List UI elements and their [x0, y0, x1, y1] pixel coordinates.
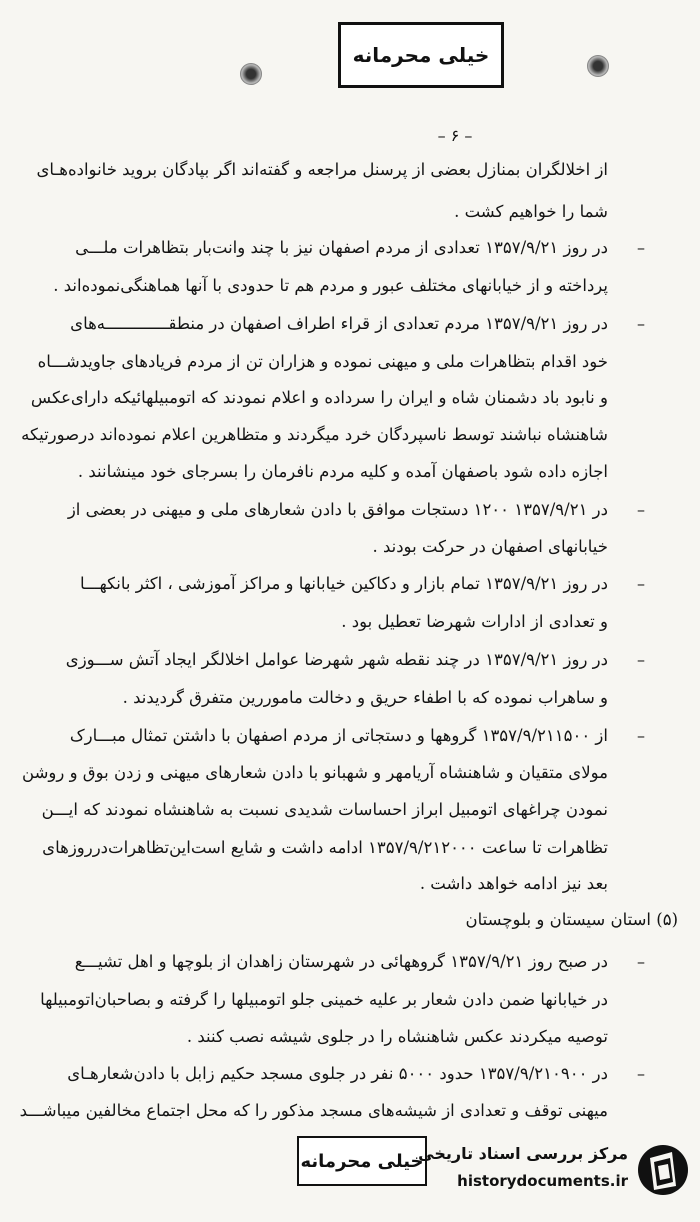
text-line: پرداخته و از خیابانهای مختلف عبور و مردم هم تا حدودی با آنها هماهنگی‌نموده‌اند .	[53, 276, 608, 295]
text-line: در روز ۱۳۵۷/۹/۲۱ تعدادی از مردم اصفهان نیز با چند وانت‌بار بتظاهرات ملـــی	[75, 238, 608, 257]
archive-name: مرکز بررسی اسناد تاریخی	[418, 1144, 628, 1163]
text-line: بعد نیز ادامه خواهد داشت .	[419, 874, 608, 893]
text-line: شاهنشاه نباشند توسط ناسپردگان خرد میگردند و متظاهرین اعلام نموده‌اند درصورتیکه	[21, 425, 608, 444]
stamp-text: خیلی محرمانه	[352, 43, 490, 67]
classification-stamp-bottom	[297, 1136, 427, 1186]
text-line: خود اقدام بتظاهرات ملی و میهنی نموده و هزاران تن از مردم فریادهای جاویدشـــاه	[37, 352, 608, 371]
text-line: در صبح روز ۱۳۵۷/۹/۲۱ گروههائی در شهرستان زاهدان از بلوچها و اهل تشیـــع	[74, 952, 608, 971]
text-line: نمودن چراغهای اتومبیل ابراز احساسات شدیدی نسبت به شاهنشاه نمودند که ایـــن	[41, 800, 608, 819]
section-heading: (۵) استان سیستان و بلوچستان	[465, 910, 678, 929]
text-line: و ساهراب نموده که با اطفاء حریق و دخالت ماموررین متفرق گردیدند .	[122, 688, 608, 707]
text-line: در روز ۱۳۵۷/۹/۲۱ در چند نقطه شهر شهرضا عوامل اخلالگر ایجاد آتش ســـوزی	[65, 650, 608, 669]
text-line: در روز ۱۳۵۷/۹/۲۱ تمام بازار و دکاکین خیابانها و مراکز آموزشی ، اکثر بانکهـــا	[80, 574, 608, 593]
bullet-dash: –	[637, 500, 645, 519]
archive-logo-icon	[636, 1142, 690, 1198]
classification-stamp-top	[338, 22, 504, 88]
stamp-text: خیلی محرمانه	[300, 1150, 424, 1172]
text-line: اجازه داده شود باصفهان آمده و کلیه مردم نافرمان را بسرجای خود مینشانند .	[77, 462, 608, 481]
bullet-dash: –	[637, 1064, 645, 1083]
text-line: خیابانهای اصفهان در حرکت بودند .	[372, 537, 608, 556]
bullet-dash: –	[637, 952, 645, 971]
bullet-dash: –	[637, 650, 645, 669]
text-line: مولای متقیان و شاهنشاه آریامهر و شهبانو با دادن شعارهای میهنی و زدن بوق و روشن	[22, 763, 608, 782]
text-line: تظاهرات تا ساعت ۱۳۵۷/۹/۲۱۲۰۰۰ ادامه داشت و شایع است‌این‌تظاهرات‌درروزهای	[42, 838, 608, 857]
text-line: میهنی توقف و تعدادی از شیشه‌های مسجد مذکور را که محل اجتماع مخالفین میباشـــد	[19, 1101, 608, 1120]
text-line: شما را خواهیم کشت .	[454, 202, 608, 221]
bullet-dash: –	[637, 726, 645, 745]
text-line: از اخلالگران بمنازل بعضی از پرسنل مراجعه و گفته‌اند اگر بپادگان بروید خانواده‌هـای	[36, 160, 608, 179]
text-line: در ۱۳۵۷/۹/۲۱۰۹۰۰ حدود ۵۰۰۰ نفر در جلوی مسجد حکیم زابل با دادن‌شعارهـای	[67, 1064, 608, 1083]
page-number: – ۶ –	[437, 126, 473, 145]
text-line: و نابود باد دشمنان شاه و ایران را سرداده و اعلام نمودند که اتومبیلهائیکه دارای‌عکس	[30, 388, 608, 407]
text-line: در ۱۳۵۷/۹/۲۱ ۱۲۰۰ دستجات موافق با دادن شعارهای ملی و میهنی در بعضی از	[67, 500, 608, 519]
text-line: در خیابانها ضمن دادن شعار بر علیه خمینی جلو اتومبیلها را گرفته و بصاحبان‌اتومبیلها	[40, 990, 608, 1009]
text-line: توصیه میکردند عکس شاهنشاه را در جلوی شیشه نصب کنند .	[186, 1027, 608, 1046]
text-line: و تعدادی از ادارات شهرضا تعطیل بود .	[341, 612, 608, 631]
punch-hole-right	[587, 55, 609, 77]
punch-hole-left	[240, 63, 262, 85]
archive-url: historydocuments.ir	[457, 1172, 628, 1190]
bullet-dash: –	[637, 314, 645, 333]
text-line: در روز ۱۳۵۷/۹/۲۱ مردم تعدادی از قراء اطراف اصفهان در منطقـــــــــــــه‌های	[70, 314, 608, 333]
archive-watermark	[418, 1136, 694, 1208]
bullet-dash: –	[637, 574, 645, 593]
text-line: از ۱۳۵۷/۹/۲۱۱۵۰۰ گروهها و دستجاتی از مردم اصفهان با داشتن تمثال مبـــارک	[69, 726, 608, 745]
bullet-dash: –	[637, 238, 645, 257]
